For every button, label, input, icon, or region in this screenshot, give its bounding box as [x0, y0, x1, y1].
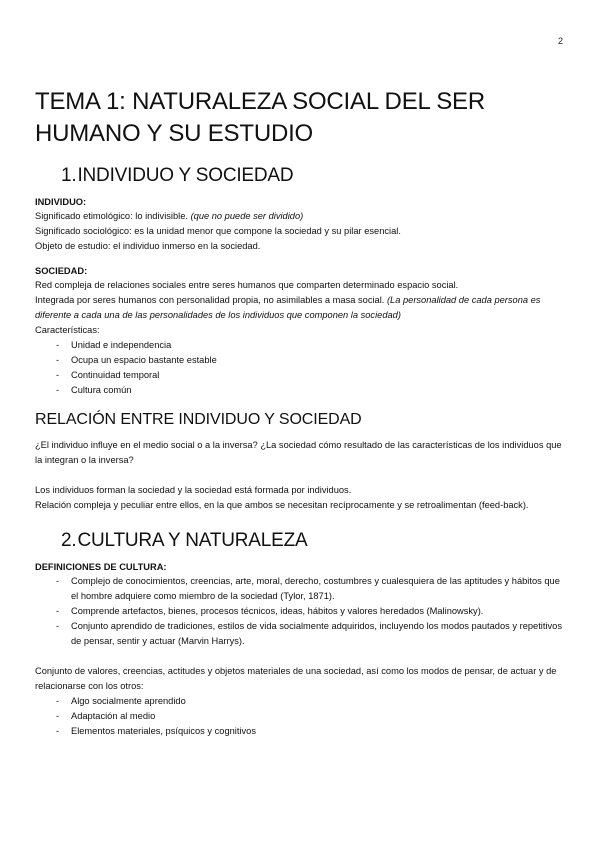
- conjunto-list: [35, 694, 565, 739]
- relacion-heading: RELACIÓN ENTRE INDIVIDUO Y SOCIEDAD: [35, 411, 362, 428]
- sociedad-line-2: [35, 293, 565, 323]
- section-1-title: INDIVIDUO Y SOCIEDAD: [77, 165, 294, 186]
- section-2-heading: [61, 529, 565, 553]
- conjunto-text: Conjunto de valores, creencias, actitudes y objetos materiales de una sociedad, así como los modos de pensar, de actuar y de relacionarse con los otros:: [35, 666, 557, 691]
- list-item: - Continuidad temporal: [35, 368, 565, 383]
- page-title: TEMA 1: NATURALEZA SOCIAL DEL SER HUMANO Y SU ESTUDIO: [35, 88, 485, 147]
- list-item: - Adaptación al medio: [35, 709, 565, 724]
- individuo-line-1: [35, 209, 565, 224]
- list-item: - Complejo de conocimientos, creencias, arte, moral, derecho, costumbres y cualesquiera de las aptitudes y hábitos que el hombre adquiere como miembro de la sociedad (Tylor, 1871).: [35, 574, 565, 604]
- relacion-question: ¿El individuo influye en el medio social o a la inversa? ¿La sociedad cómo resultado de las características de los individuos que la integran o la inversa?: [35, 440, 562, 465]
- list-item: - Unidad e independencia: [35, 338, 565, 353]
- caracteristicas-list: [35, 338, 565, 398]
- sociedad-line-2-note: (La personalidad de cada persona es diferente a cada una de las personalidades de los individuos que componen la sociedad): [35, 295, 541, 320]
- list-item: - Comprende artefactos, bienes, procesos técnicos, ideas, hábitos y valores heredados (Malinowsky).: [35, 604, 565, 619]
- document-body: [35, 86, 565, 739]
- individuo-line-1-text: Significado etimológico: lo indivisible.: [35, 211, 188, 221]
- list-item: - Cultura común: [35, 383, 565, 398]
- definiciones-list: [35, 574, 565, 649]
- section-2-number: 2.: [61, 530, 77, 551]
- sociedad-line-1: Red compleja de relaciones sociales entre seres humanos que comparten determinado espacio social.: [35, 280, 459, 290]
- list-item: - Ocupa un espacio bastante estable: [35, 353, 565, 368]
- page-number: 2: [557, 36, 563, 46]
- individuo-line-3: Objeto de estudio: el individuo inmerso en la sociedad.: [35, 241, 261, 251]
- individuo-label: INDIVIDUO:: [35, 197, 87, 207]
- list-item: - Conjunto aprendido de tradiciones, estilos de vida socialmente adquiridos, incluyendo los modos pautados y repetitivos de pensar, sentir y actuar (Marvin Harrys).: [35, 619, 565, 649]
- relacion-line-2: Relación compleja y peculiar entre ellos, en la que ambos se necesitan recíprocamente y se retroalimentan (feed-back).: [35, 500, 529, 510]
- sociedad-line-2-text: Integrada por seres humanos con personalidad propia, no asimilables a masa social.: [35, 295, 385, 305]
- relacion-line-1: Los individuos forman la sociedad y la sociedad está formada por individuos.: [35, 485, 352, 495]
- section-1-heading: [61, 164, 565, 188]
- caracteristicas-label: Características:: [35, 325, 100, 335]
- section-2-title: CULTURA Y NATURALEZA: [77, 530, 308, 551]
- list-item: - Elementos materiales, psíquicos y cognitivos: [35, 724, 565, 739]
- list-item: - Algo socialmente aprendido: [35, 694, 565, 709]
- individuo-line-1-note: (que no puede ser dividido): [190, 211, 304, 221]
- section-1-number: 1.: [61, 165, 77, 186]
- individuo-line-2: Significado sociológico: es la unidad menor que compone la sociedad y su pilar esencial.: [35, 226, 401, 236]
- definiciones-label: DEFINICIONES DE CULTURA:: [35, 562, 167, 572]
- sociedad-label: SOCIEDAD:: [35, 266, 88, 276]
